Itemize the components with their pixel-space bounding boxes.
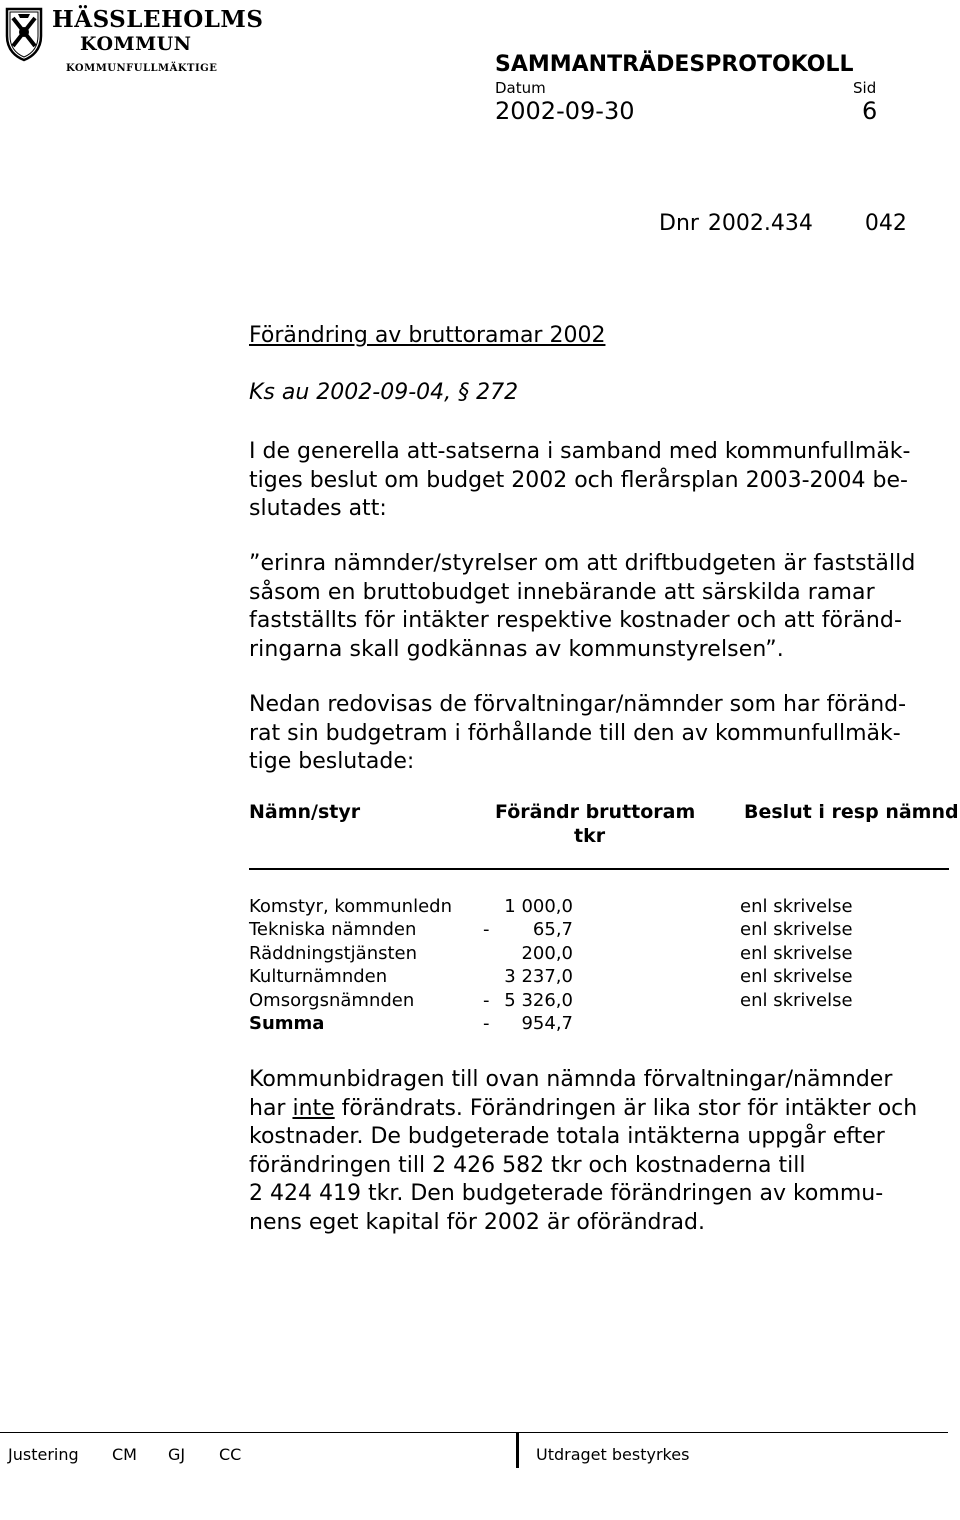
- coat-of-arms-icon: [4, 6, 44, 62]
- logo-text-line1: HÄSSLEHOLMS: [52, 6, 264, 33]
- subject-heading: Förändring av bruttoramar 2002: [249, 323, 606, 348]
- table-row: [249, 919, 949, 942]
- row-value: 5 326,0: [504, 989, 573, 1011]
- row-sign: -: [483, 1012, 490, 1034]
- text-line: tige beslutade:: [249, 749, 415, 774]
- table-header-name: Nämn/styr: [249, 801, 361, 823]
- table-row: [249, 896, 949, 919]
- page-number: 6: [862, 97, 878, 125]
- footer-initials: CC: [219, 1445, 242, 1464]
- footer-initials: CM: [112, 1445, 137, 1464]
- quoted-decision: [249, 550, 915, 664]
- table-header-unit: tkr: [574, 825, 606, 847]
- footer-rule-right: [518, 1432, 948, 1433]
- text-segment: har: [249, 1095, 293, 1121]
- diary-number-label: Dnr 2002.434: [659, 211, 813, 236]
- text-line: ringarna skall godkännas av kommunstyrelsen”.: [249, 636, 784, 662]
- text-line: förändringen till 2 426 582 tkr och kostnaderna till: [249, 1152, 806, 1178]
- table-row: [249, 990, 949, 1013]
- intro-paragraph: [249, 438, 910, 524]
- table-divider: [249, 868, 949, 870]
- row-name: Summa: [249, 1012, 325, 1034]
- emphasis-underlined: inte: [292, 1095, 335, 1121]
- diary-code: 042: [864, 211, 907, 236]
- text-line: slutades att:: [249, 496, 387, 521]
- text-line: rat sin budgetram i förhållande till den av kommunfullmäk-: [249, 720, 901, 746]
- row-sign: -: [483, 919, 490, 941]
- row-name: Kulturnämnden: [249, 966, 388, 988]
- logo-text-line3: KOMMUNFULLMÄKTIGE: [66, 63, 218, 74]
- text-segment: förändrats. Förändringen är lika stor för intäkter och: [334, 1095, 918, 1121]
- text-line: kostnader. De budgeterade totala intäkterna uppgår efter: [249, 1124, 885, 1149]
- text-line: I de generella att-satserna i samband med kommunfullmäk-: [249, 439, 911, 464]
- row-decision: enl skrivelse: [740, 942, 853, 964]
- page-label: Sid: [853, 79, 877, 97]
- row-decision: enl skrivelse: [740, 919, 853, 941]
- table-header-decision: Beslut i resp nämnd: [744, 801, 959, 823]
- row-value: 65,7: [532, 919, 573, 941]
- footer-separator: [516, 1432, 519, 1468]
- diary-number: [659, 211, 907, 236]
- footer-certified-label: Utdraget bestyrkes: [536, 1445, 690, 1464]
- text-line: 2 424 419 tkr. Den budgeterade förändringen av kommu-: [249, 1181, 884, 1206]
- table-total-row: [249, 1013, 949, 1036]
- footer-justering-label: Justering: [8, 1445, 79, 1464]
- text-line: [249, 1095, 917, 1124]
- row-decision: enl skrivelse: [740, 966, 853, 988]
- budget-table: [249, 896, 949, 1036]
- footer-rule-left: [0, 1432, 518, 1433]
- footer-initials: GJ: [168, 1445, 186, 1464]
- table-header-change: Förändr bruttoram: [495, 801, 696, 823]
- row-name: Omsorgsnämnden: [249, 989, 415, 1011]
- text-line: såsom en bruttobudget innebärande att särskilda ramar: [249, 579, 875, 605]
- row-value: 1 000,0: [504, 896, 573, 917]
- text-line: Kommunbidragen till ovan nämnda förvaltningar/nämnder: [249, 1067, 893, 1092]
- table-intro-paragraph: [249, 691, 906, 777]
- row-name: Komstyr, kommunledn: [249, 896, 452, 917]
- row-value: 200,0: [521, 942, 573, 964]
- text-line: ”erinra nämnder/styrelser om att driftbudgeten är fastställd: [249, 551, 916, 576]
- closing-paragraph: [249, 1066, 917, 1237]
- document-type-title: SAMMANTRÄDESPROTOKOLL: [495, 52, 854, 77]
- row-value: 954,7: [521, 1012, 573, 1034]
- text-line: fastställts för intäkter respektive kostnader och att föränd-: [249, 608, 902, 633]
- row-decision: enl skrivelse: [740, 896, 853, 917]
- row-decision: enl skrivelse: [740, 989, 853, 1011]
- text-line: nens eget kapital för 2002 är oförändrad.: [249, 1209, 705, 1235]
- table-row: [249, 966, 949, 989]
- row-sign: -: [483, 989, 490, 1011]
- row-value: 3 237,0: [504, 966, 573, 988]
- date-label: Datum: [495, 79, 546, 97]
- text-line: Nedan redovisas de förvaltningar/nämnder som har föränd-: [249, 692, 907, 717]
- date-value: 2002-09-30: [495, 97, 635, 125]
- table-row: [249, 943, 949, 966]
- text-line: tiges beslut om budget 2002 och flerårsplan 2003-2004 be-: [249, 467, 908, 493]
- logo-text-line2: KOMMUN: [80, 33, 192, 55]
- row-name: Tekniska nämnden: [249, 919, 417, 941]
- row-name: Räddningstjänsten: [249, 942, 418, 964]
- reference-line: Ks au 2002-09-04, § 272: [249, 380, 519, 405]
